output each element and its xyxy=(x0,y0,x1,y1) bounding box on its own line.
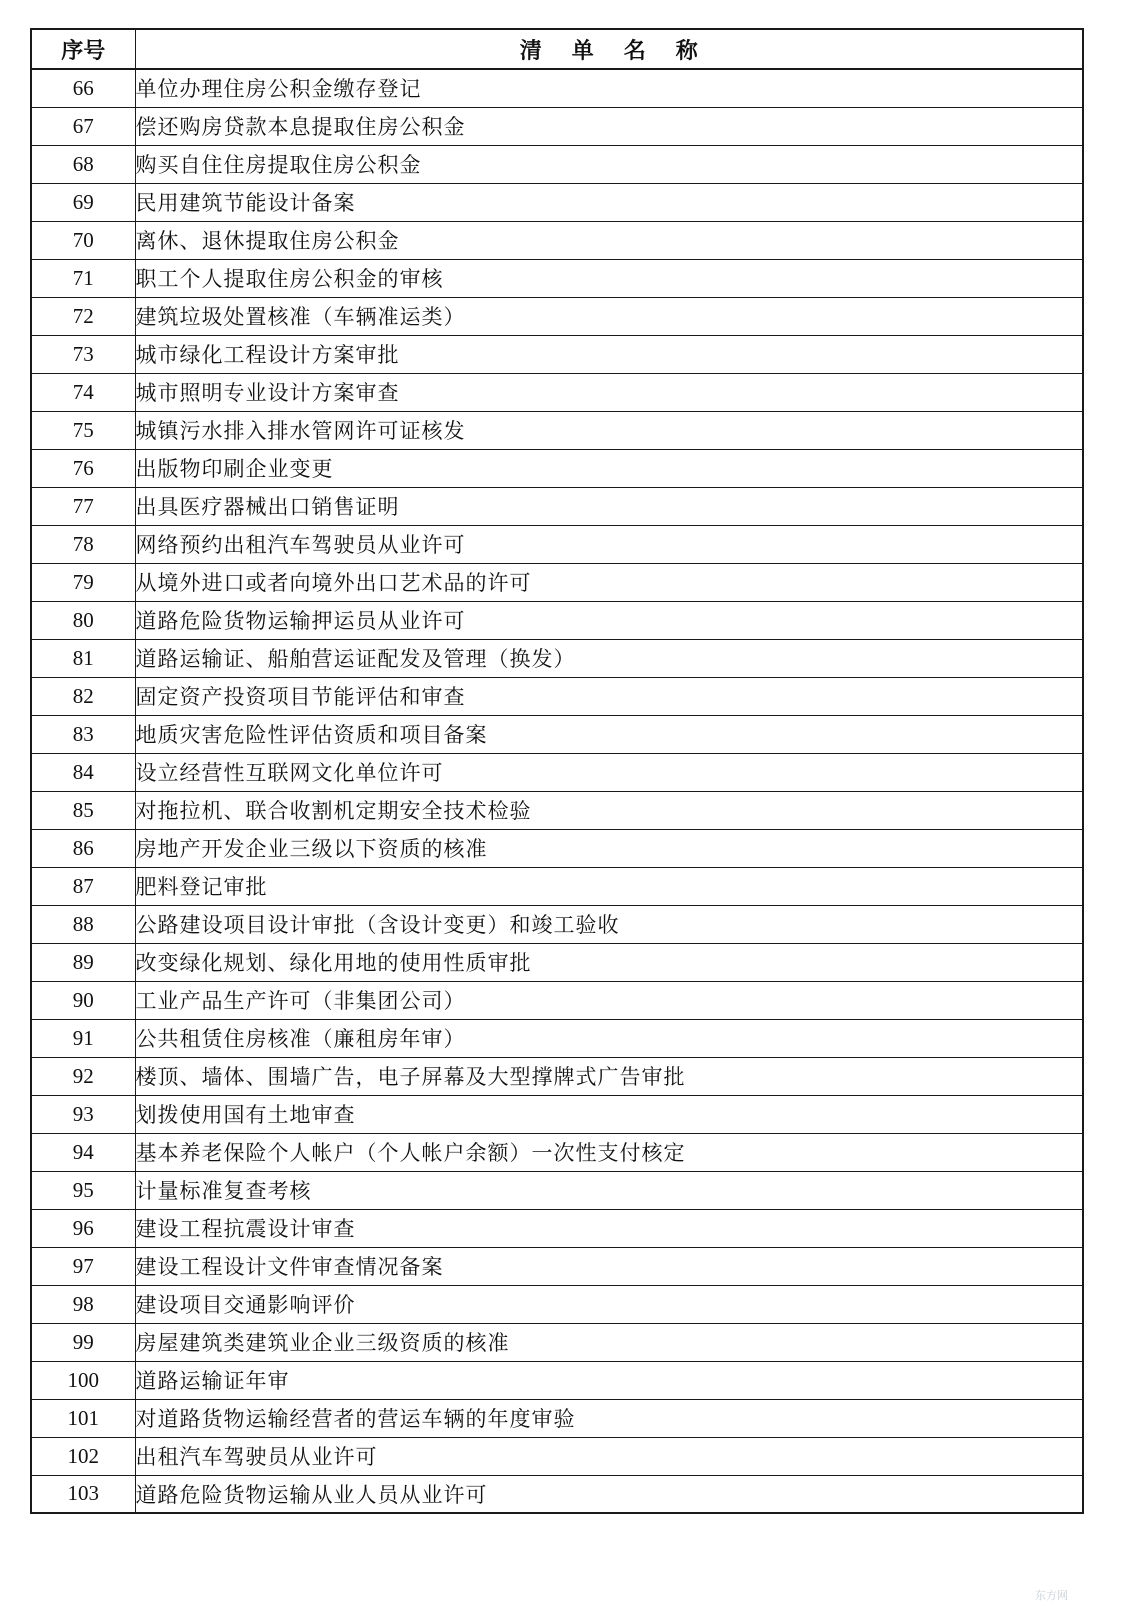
row-item-name: 民用建筑节能设计备案 xyxy=(135,183,1083,221)
row-item-name: 网络预约出租汽车驾驶员从业许可 xyxy=(135,525,1083,563)
table-row xyxy=(31,753,1083,791)
table-row xyxy=(31,145,1083,183)
row-index: 80 xyxy=(31,601,135,639)
row-item-name: 出版物印刷企业变更 xyxy=(135,449,1083,487)
row-item-name: 设立经营性互联网文化单位许可 xyxy=(135,753,1083,791)
table-row xyxy=(31,1323,1083,1361)
row-item-name: 道路危险货物运输从业人员从业许可 xyxy=(135,1475,1083,1513)
table-row xyxy=(31,69,1083,107)
table-row xyxy=(31,107,1083,145)
row-item-name: 从境外进口或者向境外出口艺术品的许可 xyxy=(135,563,1083,601)
row-index: 93 xyxy=(31,1095,135,1133)
column-header-name: 清单名称 xyxy=(135,29,1083,69)
row-item-name: 单位办理住房公积金缴存登记 xyxy=(135,69,1083,107)
table-row xyxy=(31,1437,1083,1475)
table-row xyxy=(31,715,1083,753)
table-row xyxy=(31,335,1083,373)
row-index: 85 xyxy=(31,791,135,829)
row-index: 72 xyxy=(31,297,135,335)
row-item-name: 出租汽车驾驶员从业许可 xyxy=(135,1437,1083,1475)
table-row xyxy=(31,1209,1083,1247)
table-row xyxy=(31,411,1083,449)
row-index: 70 xyxy=(31,221,135,259)
row-item-name: 对拖拉机、联合收割机定期安全技术检验 xyxy=(135,791,1083,829)
table-row xyxy=(31,639,1083,677)
table-row xyxy=(31,905,1083,943)
table-row xyxy=(31,867,1083,905)
table-row xyxy=(31,1399,1083,1437)
row-item-name: 道路危险货物运输押运员从业许可 xyxy=(135,601,1083,639)
row-index: 103 xyxy=(31,1475,135,1513)
row-item-name: 公共租赁住房核准（廉租房年审） xyxy=(135,1019,1083,1057)
row-index: 97 xyxy=(31,1247,135,1285)
row-item-name: 离休、退休提取住房公积金 xyxy=(135,221,1083,259)
table-row xyxy=(31,373,1083,411)
row-item-name: 划拨使用国有土地审查 xyxy=(135,1095,1083,1133)
row-index: 73 xyxy=(31,335,135,373)
row-item-name: 城市绿化工程设计方案审批 xyxy=(135,335,1083,373)
row-item-name: 道路运输证、船舶营运证配发及管理（换发） xyxy=(135,639,1083,677)
row-index: 78 xyxy=(31,525,135,563)
row-item-name: 肥料登记审批 xyxy=(135,867,1083,905)
row-index: 66 xyxy=(31,69,135,107)
row-index: 83 xyxy=(31,715,135,753)
row-index: 77 xyxy=(31,487,135,525)
table-row xyxy=(31,1171,1083,1209)
table-row xyxy=(31,449,1083,487)
row-index: 94 xyxy=(31,1133,135,1171)
service-list-table xyxy=(30,28,1084,1514)
row-item-name: 建设工程抗震设计审查 xyxy=(135,1209,1083,1247)
row-item-name: 建设项目交通影响评价 xyxy=(135,1285,1083,1323)
table-row xyxy=(31,525,1083,563)
table-row xyxy=(31,1475,1083,1513)
row-index: 79 xyxy=(31,563,135,601)
table-row xyxy=(31,981,1083,1019)
row-index: 69 xyxy=(31,183,135,221)
row-index: 82 xyxy=(31,677,135,715)
row-index: 95 xyxy=(31,1171,135,1209)
row-index: 90 xyxy=(31,981,135,1019)
row-index: 71 xyxy=(31,259,135,297)
row-index: 96 xyxy=(31,1209,135,1247)
row-item-name: 职工个人提取住房公积金的审核 xyxy=(135,259,1083,297)
watermark: 东方网 xyxy=(1035,1589,1068,1602)
row-item-name: 房地产开发企业三级以下资质的核准 xyxy=(135,829,1083,867)
row-item-name: 道路运输证年审 xyxy=(135,1361,1083,1399)
row-index: 86 xyxy=(31,829,135,867)
row-index: 91 xyxy=(31,1019,135,1057)
table-row xyxy=(31,829,1083,867)
row-item-name: 改变绿化规划、绿化用地的使用性质审批 xyxy=(135,943,1083,981)
table-row xyxy=(31,1095,1083,1133)
table-row xyxy=(31,1285,1083,1323)
row-index: 92 xyxy=(31,1057,135,1095)
table-row xyxy=(31,1057,1083,1095)
table-row xyxy=(31,259,1083,297)
row-item-name: 建设工程设计文件审查情况备案 xyxy=(135,1247,1083,1285)
row-item-name: 建筑垃圾处置核准（车辆准运类） xyxy=(135,297,1083,335)
row-index: 102 xyxy=(31,1437,135,1475)
row-index: 76 xyxy=(31,449,135,487)
row-index: 74 xyxy=(31,373,135,411)
table-row xyxy=(31,1247,1083,1285)
row-index: 75 xyxy=(31,411,135,449)
row-item-name: 城市照明专业设计方案审查 xyxy=(135,373,1083,411)
row-item-name: 购买自住住房提取住房公积金 xyxy=(135,145,1083,183)
row-index: 89 xyxy=(31,943,135,981)
row-item-name: 基本养老保险个人帐户（个人帐户余额）一次性支付核定 xyxy=(135,1133,1083,1171)
table-row xyxy=(31,1019,1083,1057)
table-body xyxy=(31,69,1083,1513)
row-item-name: 对道路货物运输经营者的营运车辆的年度审验 xyxy=(135,1399,1083,1437)
table-row xyxy=(31,1361,1083,1399)
row-item-name: 固定资产投资项目节能评估和审查 xyxy=(135,677,1083,715)
table-row xyxy=(31,943,1083,981)
row-item-name: 工业产品生产许可（非集团公司） xyxy=(135,981,1083,1019)
table-row xyxy=(31,1133,1083,1171)
row-index: 87 xyxy=(31,867,135,905)
table-row xyxy=(31,563,1083,601)
row-index: 100 xyxy=(31,1361,135,1399)
row-item-name: 地质灾害危险性评估资质和项目备案 xyxy=(135,715,1083,753)
table-row xyxy=(31,677,1083,715)
row-item-name: 偿还购房贷款本息提取住房公积金 xyxy=(135,107,1083,145)
row-item-name: 出具医疗器械出口销售证明 xyxy=(135,487,1083,525)
header-row xyxy=(31,29,1083,69)
row-index: 98 xyxy=(31,1285,135,1323)
row-item-name: 城镇污水排入排水管网许可证核发 xyxy=(135,411,1083,449)
row-index: 101 xyxy=(31,1399,135,1437)
row-index: 88 xyxy=(31,905,135,943)
row-item-name: 计量标准复查考核 xyxy=(135,1171,1083,1209)
row-item-name: 房屋建筑类建筑业企业三级资质的核准 xyxy=(135,1323,1083,1361)
table-row xyxy=(31,297,1083,335)
row-index: 68 xyxy=(31,145,135,183)
row-item-name: 公路建设项目设计审批（含设计变更）和竣工验收 xyxy=(135,905,1083,943)
table-row xyxy=(31,487,1083,525)
row-index: 84 xyxy=(31,753,135,791)
row-index: 81 xyxy=(31,639,135,677)
row-item-name: 楼顶、墙体、围墙广告，电子屏幕及大型撑牌式广告审批 xyxy=(135,1057,1083,1095)
row-index: 67 xyxy=(31,107,135,145)
table-header xyxy=(31,29,1083,69)
table-row xyxy=(31,791,1083,829)
column-header-index: 序号 xyxy=(31,29,135,69)
row-index: 99 xyxy=(31,1323,135,1361)
table-row xyxy=(31,183,1083,221)
table-row xyxy=(31,601,1083,639)
table-row xyxy=(31,221,1083,259)
